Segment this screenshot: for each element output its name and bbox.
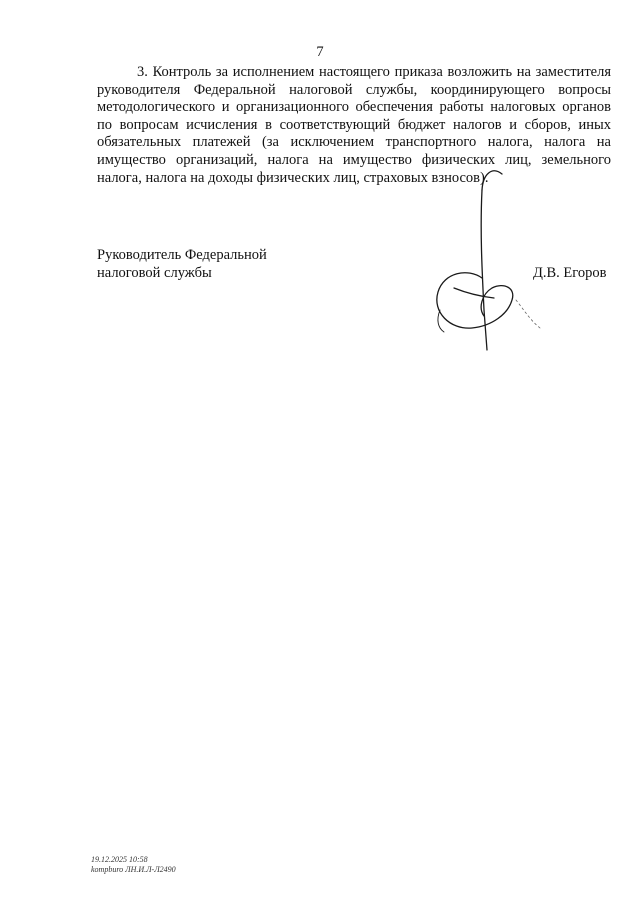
signer-position-line-1: Руководитель Федеральной [97, 247, 267, 263]
body-paragraph: 3. Контроль за исполнением настоящего приказа возложить на заместителя руководителя Федеральной налоговой службы, координирующего вопросы методологического и организационного обеспечения работы налоговых органов по вопросам исчисления в соответствующий бюджет налогов и сборов, иных обязательных платежей (за исключением транспортного налога, налога на имущество организаций, налога на имущество физических лиц, земельного налога, налога на доходы физических лиц, страховых взносов). [97, 64, 611, 186]
page-number: 7 [316, 44, 324, 60]
signature-block [97, 246, 267, 282]
footer-timestamp: 19.12.2025 10:58 [91, 855, 148, 864]
footer [91, 855, 176, 875]
handwritten-signature-icon [420, 160, 550, 360]
signer-name: Д.В. Егоров [533, 265, 607, 281]
footer-document-ref: kompburo ЛН.И.Л-Л2490 [91, 865, 176, 874]
signer-position-line-2: налоговой службы [97, 265, 212, 281]
